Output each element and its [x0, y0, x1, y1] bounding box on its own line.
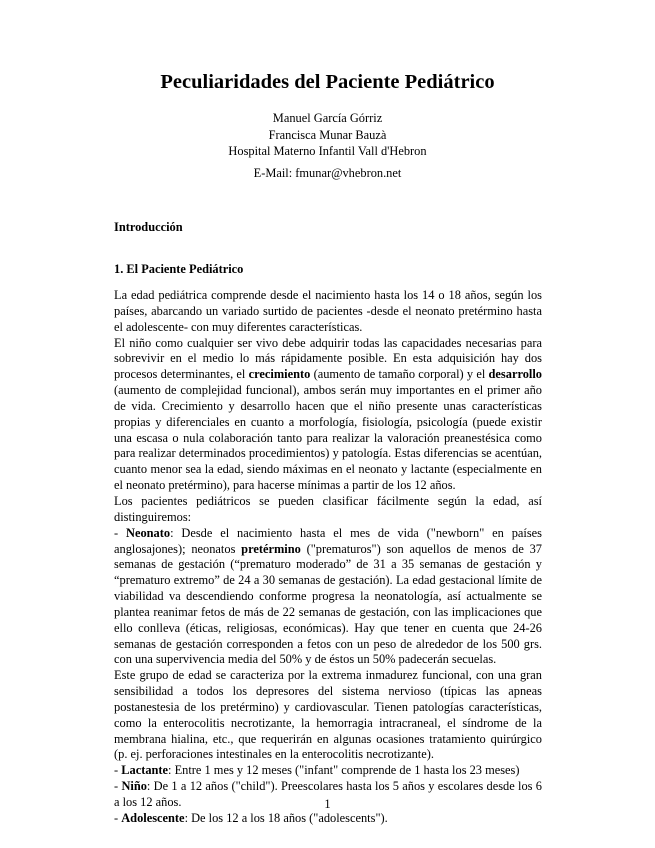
author-name: Manuel García Górriz [272, 111, 383, 125]
term-lactante: Lactante [121, 763, 169, 778]
paragraph: Este grupo de edad se caracteriza por la extrema inmadurez funcional, con una gran sensibilidad a todos los depresores del sistema nervioso (típicas las apneas postanestesia de los pretérmino) y cardiovascular. Tienen patologías características, como la enterocolitis necrotizante, la hemorragia intracraneal, el síndrome de la membrana hialina, etc., que requerirán en algunas ocasiones tratamiento quirúrgico (p. ej. perforaciones intestinales en la enterocolitis necrotizante). [114, 668, 542, 762]
paragraph: La edad pediátrica comprende desde el nacimiento hasta los 14 o 18 años, según los países, abarcando un variado surtido de pacientes -desde el neonato pretérmino hasta el adolescente- con muy diferentes características. [114, 288, 542, 334]
term-neonato: Neonato [126, 525, 171, 540]
author-block [0, 110, 655, 160]
term-desarrollo: desarrollo [488, 367, 542, 382]
term-crecimiento: crecimiento [248, 367, 311, 382]
paragraph: Los pacientes pediátricos se pueden clasificar fácilmente según la edad, así distinguiremos: [114, 493, 542, 524]
author-email: E-Mail: fmunar@vhebron.net [253, 166, 402, 180]
term-adolescente: Adolescente [121, 810, 185, 825]
page-number: 1 [324, 797, 331, 811]
list-item-neonato: - Neonato: Desde el nacimiento hasta el mes de vida ("newborn" en países anglosajones); neonatos pretérmino ("prematuros") son aquellos de menos de 37 semanas de gestación (“prematuro moderado” de 31 a 35 semanas de gestación y “prematuro extremo” de 24 a 30 semanas de gestación). La edad gestacional límite de viabilidad va descendiendo conforme progresa la neonatología, así actualmente se plantea reanimar fetos de más de 22 semanas de gestación, con las implicaciones que ello conlleva (éticas, religiosas, económicas). Hay que tener en cuenta que 24-26 semanas de gestación corresponden a fetos con un peso de alrededor de los 500 grs. con una supervivencia media del 50% y de éstos un 50% padecerán secuelas. [114, 525, 542, 667]
author-affiliation: Hospital Materno Infantil Vall d'Hebron [228, 144, 427, 158]
page-title: Peculiaridades del Paciente Pediátrico [160, 71, 495, 93]
section-heading-introduccion: Introducción [114, 220, 183, 234]
term-nino: Niño [121, 779, 147, 794]
author-name: Francisca Munar Bauzà [268, 127, 387, 142]
term-pretermino: pretérmino [241, 541, 301, 556]
list-item-adolescente: - Adolescente: De los 12 a los 18 años ("adolescents"). [114, 810, 388, 825]
list-item-nino: - Niño: De 1 a 12 años ("child"). Preescolares hasta los 5 años y escolares desde los 6 a los 12 años. [114, 779, 542, 809]
section-body [114, 288, 542, 827]
paragraph: El niño como cualquier ser vivo debe adquirir todas las capacidades necesarias para sobrevivir en el medio lo más rápidamente posible. En esta adquisición hay dos procesos determinantes, el crecimiento (aumento de tamaño corporal) y el desarrollo (aumento de complejidad funcional), ambos serán muy importantes en el primer año de vida. Crecimiento y desarrollo hacen que el niño presente unas características propias y diferenciales en cuanto a morfología, fisiología, psicología (puede existir una escasa o nula colaboración tanto para realizar la valoración preanestésica como para realizar determinados procedimientos) y patología. Estas diferencias se acentúan, cuanto menor sea la edad, siendo máximas en el neonato y lactante (especialmente en el neonato pretérmino), para hacerse mínimas a partir de los 12 años. [114, 335, 542, 493]
list-item-lactante: - Lactante: Entre 1 mes y 12 meses ("infant" comprende de 1 hasta los 23 meses) [114, 763, 520, 778]
section-heading-paciente-pediatrico: 1. El Paciente Pediátrico [114, 262, 244, 276]
